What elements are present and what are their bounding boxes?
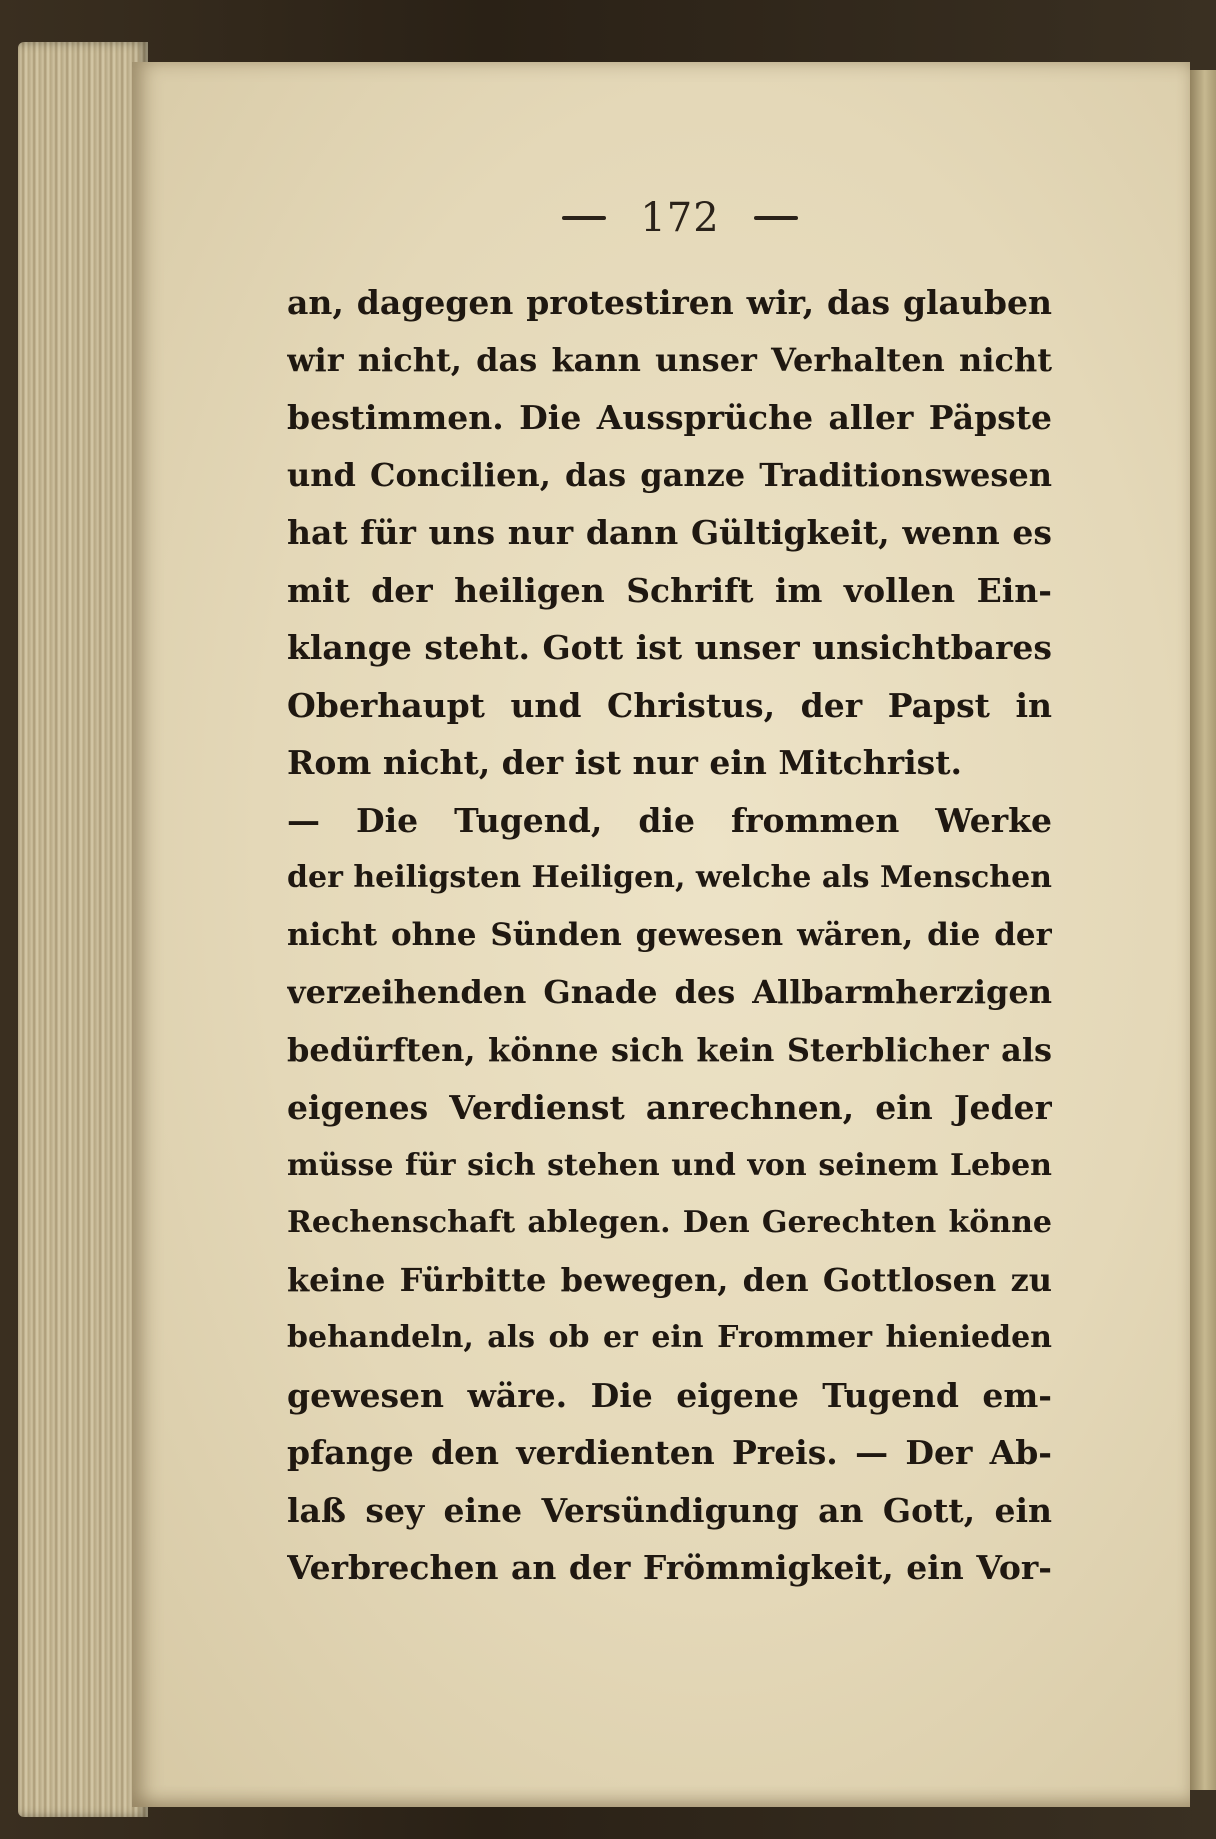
text-line: laß sey eine Versündigung an Gott, ein [287, 1490, 1052, 1530]
text-line: müsse für sich stehen und von seinem Leben [287, 1147, 1052, 1183]
body-text [287, 274, 1052, 1597]
text-line: Rechenschaft ablegen. Den Gerechten könne [287, 1205, 1052, 1240]
text-line: wir nicht, das kann unser Verhalten nicht [287, 340, 1052, 379]
text-line: der heiligsten Heiligen, welche als Menschen [287, 860, 1052, 895]
text-line: verzeihenden Gnade des Allbarmherzigen [287, 973, 1052, 1011]
page-header [530, 190, 830, 246]
text-line: klange steht. Gott ist unser unsichtbares [287, 628, 1052, 667]
text-line: bedürften, könne sich kein Sterblicher als [287, 1030, 1052, 1069]
text-line: Rom nicht, der ist nur ein Mitchrist. [287, 743, 962, 782]
text-line: Oberhaupt und Christus, der Papst in [287, 685, 1052, 725]
text-line: hat für uns nur dann Gültigkeit, wenn es [287, 513, 1052, 552]
text-line: bestimmen. Die Aussprüche aller Päpste [287, 398, 1052, 437]
header-dash-left [562, 216, 606, 220]
next-page-edge [1188, 70, 1216, 1790]
page-edges-stack [18, 42, 148, 1817]
text-line: keine Fürbitte bewegen, den Gottlosen zu [287, 1260, 1052, 1299]
text-line: gewesen wäre. Die eigene Tugend em- [287, 1375, 1052, 1415]
text-line: mit der heiligen Schrift im vollen Ein- [287, 570, 1052, 610]
page-number: 172 [640, 195, 720, 241]
text-line: behandeln, als ob er ein Frommer hienieden [287, 1320, 1052, 1355]
text-line: eigenes Verdienst anrechnen, ein Jeder [287, 1088, 1052, 1127]
text-line: und Concilien, das ganze Traditionswesen [287, 455, 1052, 494]
text-line: an, dagegen protestiren wir, das glauben [287, 283, 1052, 322]
text-line: nicht ohne Sünden gewesen wären, die der [287, 916, 1052, 953]
header-dash-right [754, 216, 798, 220]
text-line: — Die Tugend, die frommen Werke [287, 800, 1052, 840]
text-line: Verbrechen an der Frömmigkeit, ein Vor- [287, 1548, 1052, 1587]
text-line: pfange den verdienten Preis. — Der Ab- [287, 1433, 1052, 1472]
